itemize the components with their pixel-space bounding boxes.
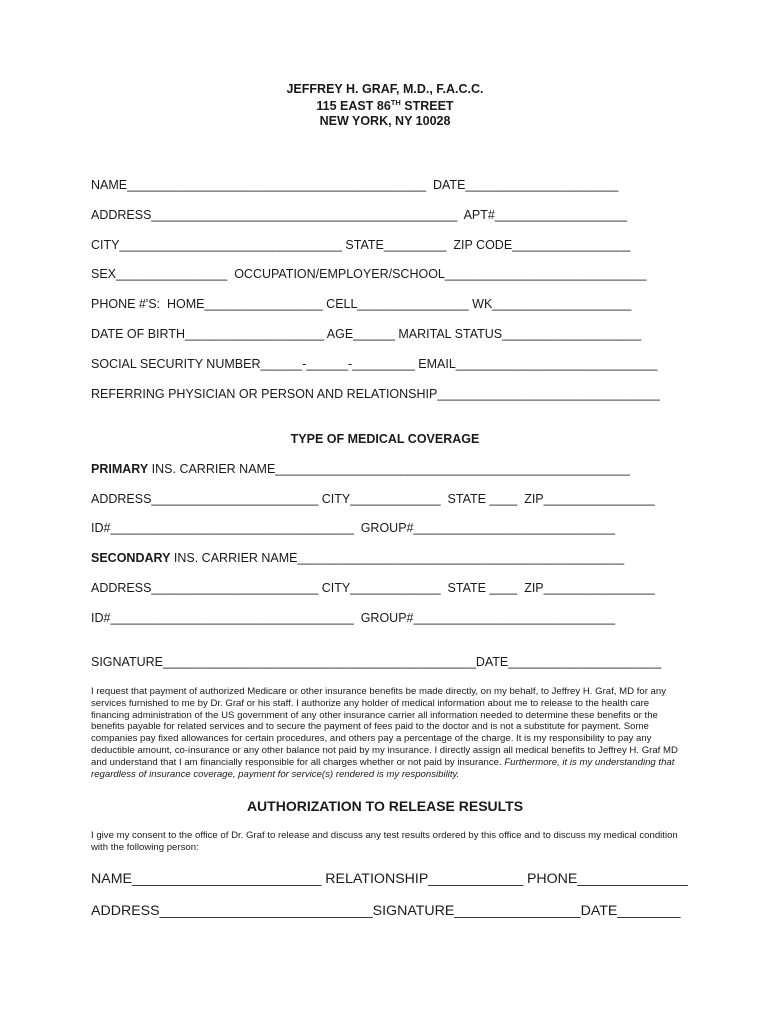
- signature-date-field[interactable]: SIGNATURE_____________________________________________DATE______________________: [91, 655, 662, 669]
- authorized-address-field[interactable]: ADDRESS___________________________SIGNATURE________________DATE________: [91, 903, 681, 919]
- authorization-heading: AUTHORIZATION TO RELEASE RESULTS: [246, 798, 524, 814]
- primary-carrier-name: INS. CARRIER NAME___________________________________________________: [148, 462, 630, 476]
- consent-paragraph: [91, 686, 681, 780]
- consent-italic-text: Furthermore, it is my understanding that regardless of insurance coverage, payment for service(s) rendered is my responsibility.: [91, 756, 675, 780]
- practice-street: [0, 98, 770, 113]
- street-suffix: TH: [390, 98, 401, 107]
- practice-name: JEFFREY H. GRAF, M.D., F.A.C.C.: [286, 82, 484, 96]
- consent-text: I request that payment of authorized Medicare or other insurance benefits be made directly, on my behalf, to Jeffrey H. Graf, MD for any services furnished to me by Dr. Graf or his staff. I authorize any holder of medical information about me to release to the health care financing administration of the US government of any other insurance carrier all information needed to determine these benefits or the benefits payable for related services and to secure the payment of fees paid to the doctor and is not a substitute for payment. Some companies pay fixed allowances for certain procedures, and others pay a percentage of the charge. It is my responsibility to pay any deductible amount, co-insurance or any other balance not paid by my insurance. I directly assign all medical benefits to Jeffrey H. Graf MD and understand that I am financially responsible for all charges whether or not paid by insurance.: [91, 686, 678, 768]
- primary-label: PRIMARY: [91, 462, 149, 476]
- referring-field[interactable]: REFERRING PHYSICIAN OR PERSON AND RELATIONSHIP________________________________: [91, 387, 660, 401]
- secondary-carrier-name: INS. CARRIER NAME_______________________________________________: [170, 551, 625, 565]
- secondary-carrier-field[interactable]: [91, 551, 624, 565]
- address-apt-field[interactable]: ADDRESS____________________________________________ APT#___________________: [91, 208, 627, 222]
- dob-age-marital-field[interactable]: DATE OF BIRTH____________________ AGE______ MARITAL STATUS____________________: [91, 327, 642, 341]
- coverage-heading: TYPE OF MEDICAL COVERAGE: [290, 432, 480, 446]
- practice-city: NEW YORK, NY 10028: [319, 114, 451, 128]
- street-name: STREET: [400, 99, 454, 113]
- secondary-label: SECONDARY: [91, 551, 171, 565]
- primary-carrier-field[interactable]: [91, 462, 630, 476]
- authorization-text: I give my consent to the office of Dr. Graf to release and discuss any test results ordered by this office and to discuss my medical condition with the following person:: [91, 830, 678, 853]
- city-state-zip-field[interactable]: CITY________________________________ STATE_________ ZIP CODE_________________: [91, 238, 631, 252]
- street-number: 115 EAST 86: [316, 99, 391, 113]
- secondary-id-group-field[interactable]: ID#___________________________________ GROUP#_____________________________: [91, 611, 616, 625]
- primary-id-group-field[interactable]: ID#___________________________________ GROUP#_____________________________: [91, 521, 616, 535]
- phone-field[interactable]: PHONE #'S: HOME_________________ CELL________________ WK____________________: [91, 297, 632, 311]
- name-date-field[interactable]: NAME___________________________________________ DATE______________________: [91, 178, 619, 192]
- secondary-address-field[interactable]: ADDRESS________________________ CITY_____________ STATE ____ ZIP________________: [91, 581, 655, 595]
- sex-occupation-field[interactable]: SEX________________ OCCUPATION/EMPLOYER/SCHOOL_____________________________: [91, 267, 647, 281]
- authorized-person-field[interactable]: NAME________________________ RELATIONSHIP____________ PHONE______________: [91, 871, 688, 887]
- ssn-email-field[interactable]: SOCIAL SECURITY NUMBER______-______-_________ EMAIL_____________________________: [91, 357, 658, 371]
- primary-address-field[interactable]: ADDRESS________________________ CITY_____________ STATE ____ ZIP________________: [91, 492, 655, 506]
